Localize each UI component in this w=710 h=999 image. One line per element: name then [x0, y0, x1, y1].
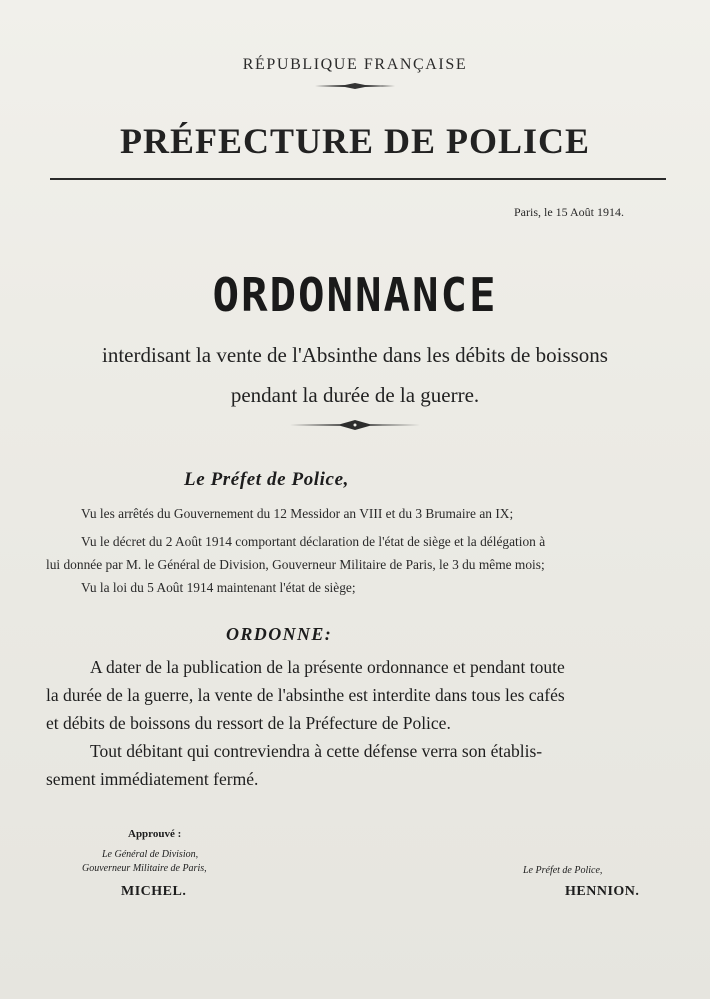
ordonne-heading: ORDONNE: — [226, 624, 333, 644]
prefet-signature-name: HENNION. — [565, 884, 640, 899]
prefet-signature-title: Le Préfet de Police, — [523, 865, 603, 876]
subtitle-line-1: interdisant la vente de l'Absinthe dans les débits de boissons — [102, 343, 608, 367]
preamble-line: lui donnée par M. le Général de Division, Gouverneur Militaire de Paris, le 3 du même mois; — [46, 557, 545, 572]
decree-line: la durée de la guerre, la vente de l'absinthe est interdite dans tous les cafés — [46, 685, 565, 705]
prefecture-heading: PRÉFECTURE DE POLICE — [119, 121, 591, 161]
decree-line: sement immédiatement fermé. — [46, 769, 259, 789]
approval-label: Approuvé : — [128, 828, 182, 840]
general-title-line-1: Le Général de Division, — [102, 849, 199, 860]
header-rule — [50, 178, 666, 180]
ornament-divider — [290, 420, 420, 430]
preamble-line: Vu la loi du 5 Août 1914 maintenant l'état de siège; — [81, 580, 356, 595]
preamble-line: Vu le décret du 2 Août 1914 comportant déclaration de l'état de siège et la délégation à — [81, 534, 546, 549]
decree-line: et débits de boissons du ressort de la Préfecture de Police. — [46, 713, 451, 733]
general-title-line-2: Gouverneur Militaire de Paris, — [82, 863, 207, 874]
prefet-heading: Le Préfet de Police, — [184, 469, 349, 490]
ornament-small-divider — [315, 83, 395, 89]
preamble-line: Vu les arrêtés du Gouvernement du 12 Messidor an VIII et du 3 Brumaire an IX; — [81, 506, 514, 521]
decree-line: Tout débitant qui contreviendra à cette défense verra son établis- — [90, 741, 543, 761]
decree-line: A dater de la publication de la présente ordonnance et pendant toute — [90, 657, 565, 677]
ordonnance-title: ORDONNANCE — [212, 268, 498, 322]
general-signature-name: MICHEL. — [121, 884, 187, 899]
issue-date: Paris, le 15 Août 1914. — [514, 205, 624, 219]
subtitle-line-2: pendant la durée de la guerre. — [230, 383, 480, 407]
republique-heading: RÉPUBLIQUE FRANÇAISE — [242, 56, 468, 73]
